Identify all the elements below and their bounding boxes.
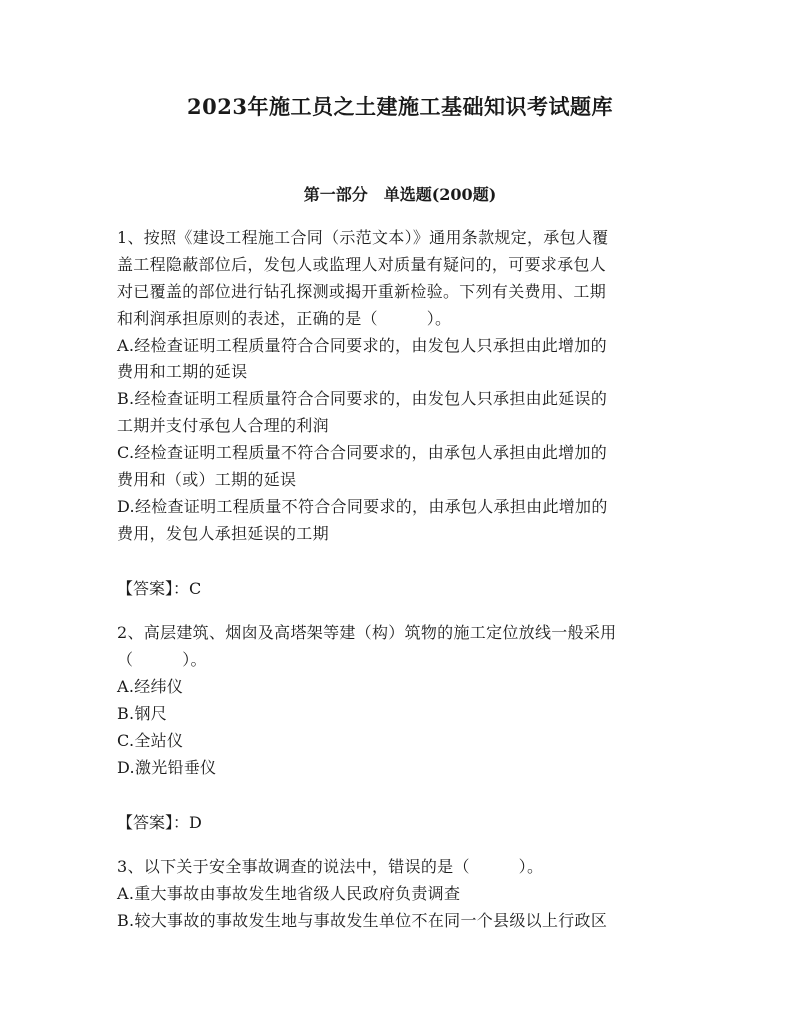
answer-label: 【答案】：C xyxy=(117,579,202,598)
answer-label: 【答案】：D xyxy=(117,813,202,832)
option-b-line: 工期并支付承包人合理的利润 xyxy=(117,416,329,435)
option-b-line: B.钢尺 xyxy=(117,704,168,723)
option-c-line: 费用和（或）工期的延误 xyxy=(117,470,297,489)
question-text-line: 3、以下关于安全事故调查的说法中，错误的是（ ）。 xyxy=(117,857,544,876)
option-a-line: A.经检查证明工程质量符合合同要求的，由发包人只承担由此增加的 xyxy=(117,336,607,355)
option-d-line: D.经检查证明工程质量不符合合同要求的，由承包人承担由此增加的 xyxy=(117,497,608,516)
option-a-line: A.重大事故由事故发生地省级人民政府负责调查 xyxy=(117,884,461,903)
question-text-line: 和利润承担原则的表述，正确的是（ ）。 xyxy=(117,309,452,328)
option-b-line: B.较大事故的事故发生地与事故发生单位不在同一个县级以上行政区 xyxy=(117,911,608,930)
question-text-line: 对已覆盖的部位进行钻孔探测或揭开重新检验。下列有关费用、工期 xyxy=(117,282,607,301)
option-c-line: C.全站仪 xyxy=(117,731,184,750)
question-text-line: 2、高层建筑、烟囱及高塔架等建（构）筑物的施工定位放线一般采用 xyxy=(117,623,617,642)
option-d-line: D.激光铅垂仪 xyxy=(117,758,217,777)
option-a-line: 费用和工期的延误 xyxy=(117,362,248,381)
option-c-line: C.经检查证明工程质量不符合合同要求的，由承包人承担由此增加的 xyxy=(117,443,608,462)
document-title: 2023年施工员之土建施工基础知识考试题库 xyxy=(187,94,613,119)
option-d-line: 费用，发包人承担延误的工期 xyxy=(117,524,329,543)
question-text-line: （ ）。 xyxy=(117,650,207,669)
option-a-line: A.经纬仪 xyxy=(117,677,184,696)
question-text-line: 盖工程隐蔽部位后，发包人或监理人对质量有疑问的，可要求承包人 xyxy=(117,255,607,274)
option-b-line: B.经检查证明工程质量符合合同要求的，由发包人只承担由此延误的 xyxy=(117,389,608,408)
section-heading: 第一部分 单选题(200题) xyxy=(303,185,497,204)
question-text-line: 1、按照《建设工程施工合同（示范文本）》通用条款规定，承包人覆 xyxy=(117,228,609,247)
